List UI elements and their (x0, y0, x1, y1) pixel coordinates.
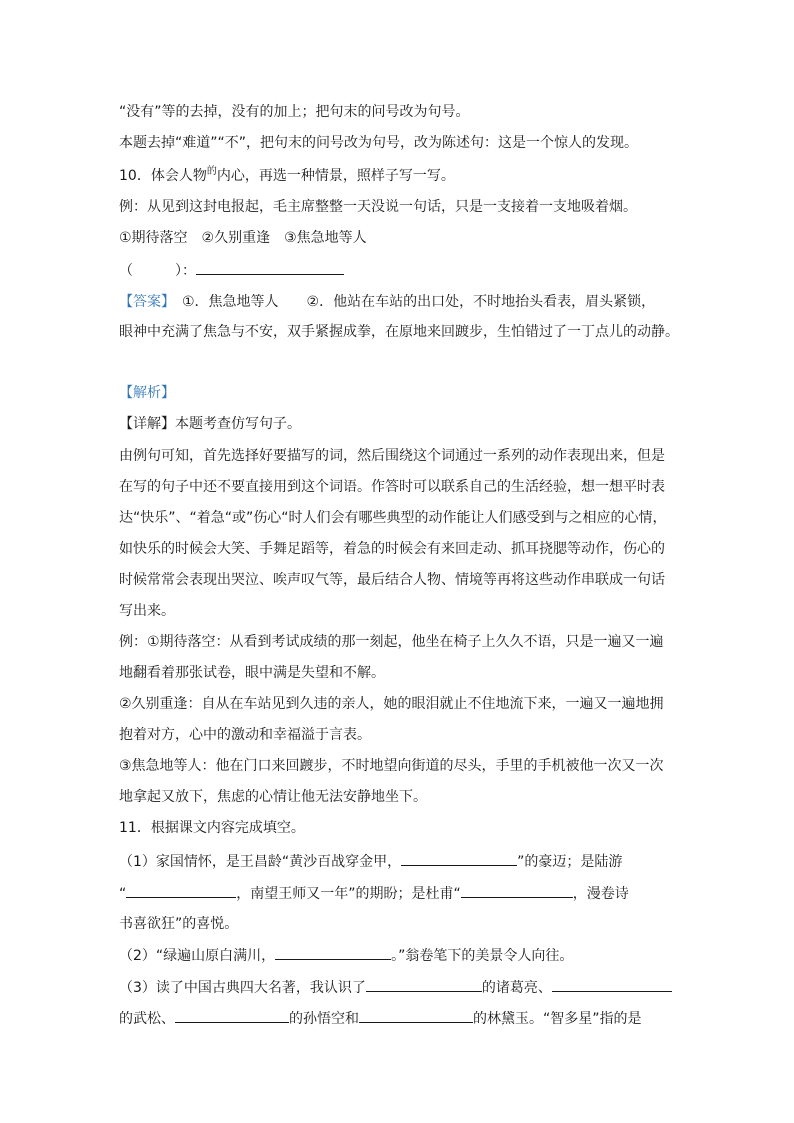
text-span: ”的豪迈；是陆游 (517, 854, 623, 870)
text-span: 的林黛玉。“智多星”指的是 (473, 1011, 642, 1027)
fill-line (119, 1008, 642, 1029)
text-line: 【详解】本题考查仿写句子。 (119, 416, 301, 432)
fill-line (119, 851, 622, 872)
text-line: 地拿起又放下，焦虑的心情让他无法安静地坐下。 (119, 789, 427, 805)
text-span: （3）读了中国古典四大名著，我认识了 (119, 980, 366, 996)
fill-blank[interactable] (461, 883, 573, 898)
fill-line (119, 977, 672, 998)
text-line: 时候常常会表现出哭泣、唉声叹气等，最后结合人物、情境等再将这些动作串联成一句话 (119, 572, 665, 588)
fill-blank[interactable] (275, 945, 391, 960)
text-span: （2）“绿遍山原白满川， (119, 948, 276, 964)
question-10 (119, 166, 455, 188)
text-span: 的孙悟空和 (289, 1011, 359, 1027)
text-line: 本题去掉“难道”“不”，把句末的问号改为句号，改为陈述句：这是一个惊人的发现。 (119, 135, 639, 151)
text-line: 眼神中充满了焦急与不安，双手紧握成拳，在原地来回踱步，生怕错过了一丁点儿的动静。 (119, 324, 679, 340)
text-span: ，漫卷诗 (572, 886, 629, 902)
answer-blank[interactable] (196, 260, 344, 275)
text-span: ①．焦急地等人 ②．他站在车站的出口处，不时地抬头看表，眉头紧锁， (168, 294, 656, 310)
text-line: 由例句可知，首先选择好要描写的词，然后围绕这个词通过一系列的动作表现出来，但是 (119, 448, 665, 464)
options-line: ①期待落空 ②久别重逢 ③焦急地等人 (119, 230, 367, 246)
answer-line (119, 292, 655, 312)
text-line: 达“快乐”、“着急“或”伤心“时人们会有哪些典型的动作能让人们感受到与之相应的心情， (119, 510, 667, 526)
text-line: 在写的句子中还不要直接用到这个词语。作答时可以联系自己的生活经验，想一想平时表 (119, 479, 665, 495)
fill-line (119, 883, 629, 904)
text-span: 10．体会人物 (119, 168, 207, 184)
text-line: 地翻看着那张试卷，眼中满是失望和不解。 (119, 665, 385, 681)
text-span: （1）家国情怀，是王昌龄“黄沙百战穿金甲， (119, 854, 402, 870)
text-span: ，南望王师又一年”的期盼；是杜甫“ (236, 886, 461, 902)
text-line: 例：从见到这封电报起，毛主席整整一天没说一句话，只是一支接着一支地吸着烟。 (119, 199, 637, 215)
text-span: （ ）： (119, 263, 196, 279)
answer-blank-line (119, 260, 344, 281)
superscript: 的 (206, 166, 217, 177)
text-span: “ (119, 886, 127, 902)
fill-blank[interactable] (552, 977, 672, 992)
text-span: 的武松、 (119, 1011, 175, 1027)
text-line: 如快乐的时候会大笑、手舞足蹈等，着急的时候会有来回走动、抓耳挠腮等动作，伤心的 (119, 541, 665, 557)
text-line: ②久别重逢：自从在车站见到久违的亲人，她的眼泪就止不住地流下来，一遍又一遍地拥 (119, 696, 664, 712)
answer-tag: 【答案】 (119, 294, 168, 310)
text-line: 书喜欲狂”的喜悦。 (119, 916, 239, 932)
text-line: 写出来。 (119, 603, 175, 619)
text-line: “没有”等的去掉，没有的加上；把句末的问号改为句号。 (119, 104, 470, 120)
text-line: 例：①期待落空：从看到考试成绩的那一刻起，他坐在椅子上久久不语，只是一遍又一遍 (119, 634, 664, 650)
fill-blank[interactable] (401, 851, 517, 866)
text-line: 抱着对方，心中的激动和幸福溢于言表。 (119, 727, 371, 743)
text-span: 的诸葛亮、 (481, 980, 552, 996)
fill-blank[interactable] (175, 1008, 289, 1023)
text-span: 内心，再选一种情景，照样子写一写。 (216, 168, 455, 184)
fill-blank[interactable] (126, 883, 236, 898)
fill-blank[interactable] (366, 977, 482, 992)
text-line: ③焦急地等人：他在门口来回踱步，不时地望向街道的尽头，手里的手机被他一次又一次 (119, 758, 664, 774)
analysis-tag: 【解析】 (119, 385, 175, 401)
fill-blank[interactable] (359, 1008, 473, 1023)
text-span: 。”翁卷笔下的美景令人向往。 (391, 948, 574, 964)
question-11: 11．根据课文内容完成填空。 (119, 820, 305, 836)
fill-line (119, 945, 573, 966)
